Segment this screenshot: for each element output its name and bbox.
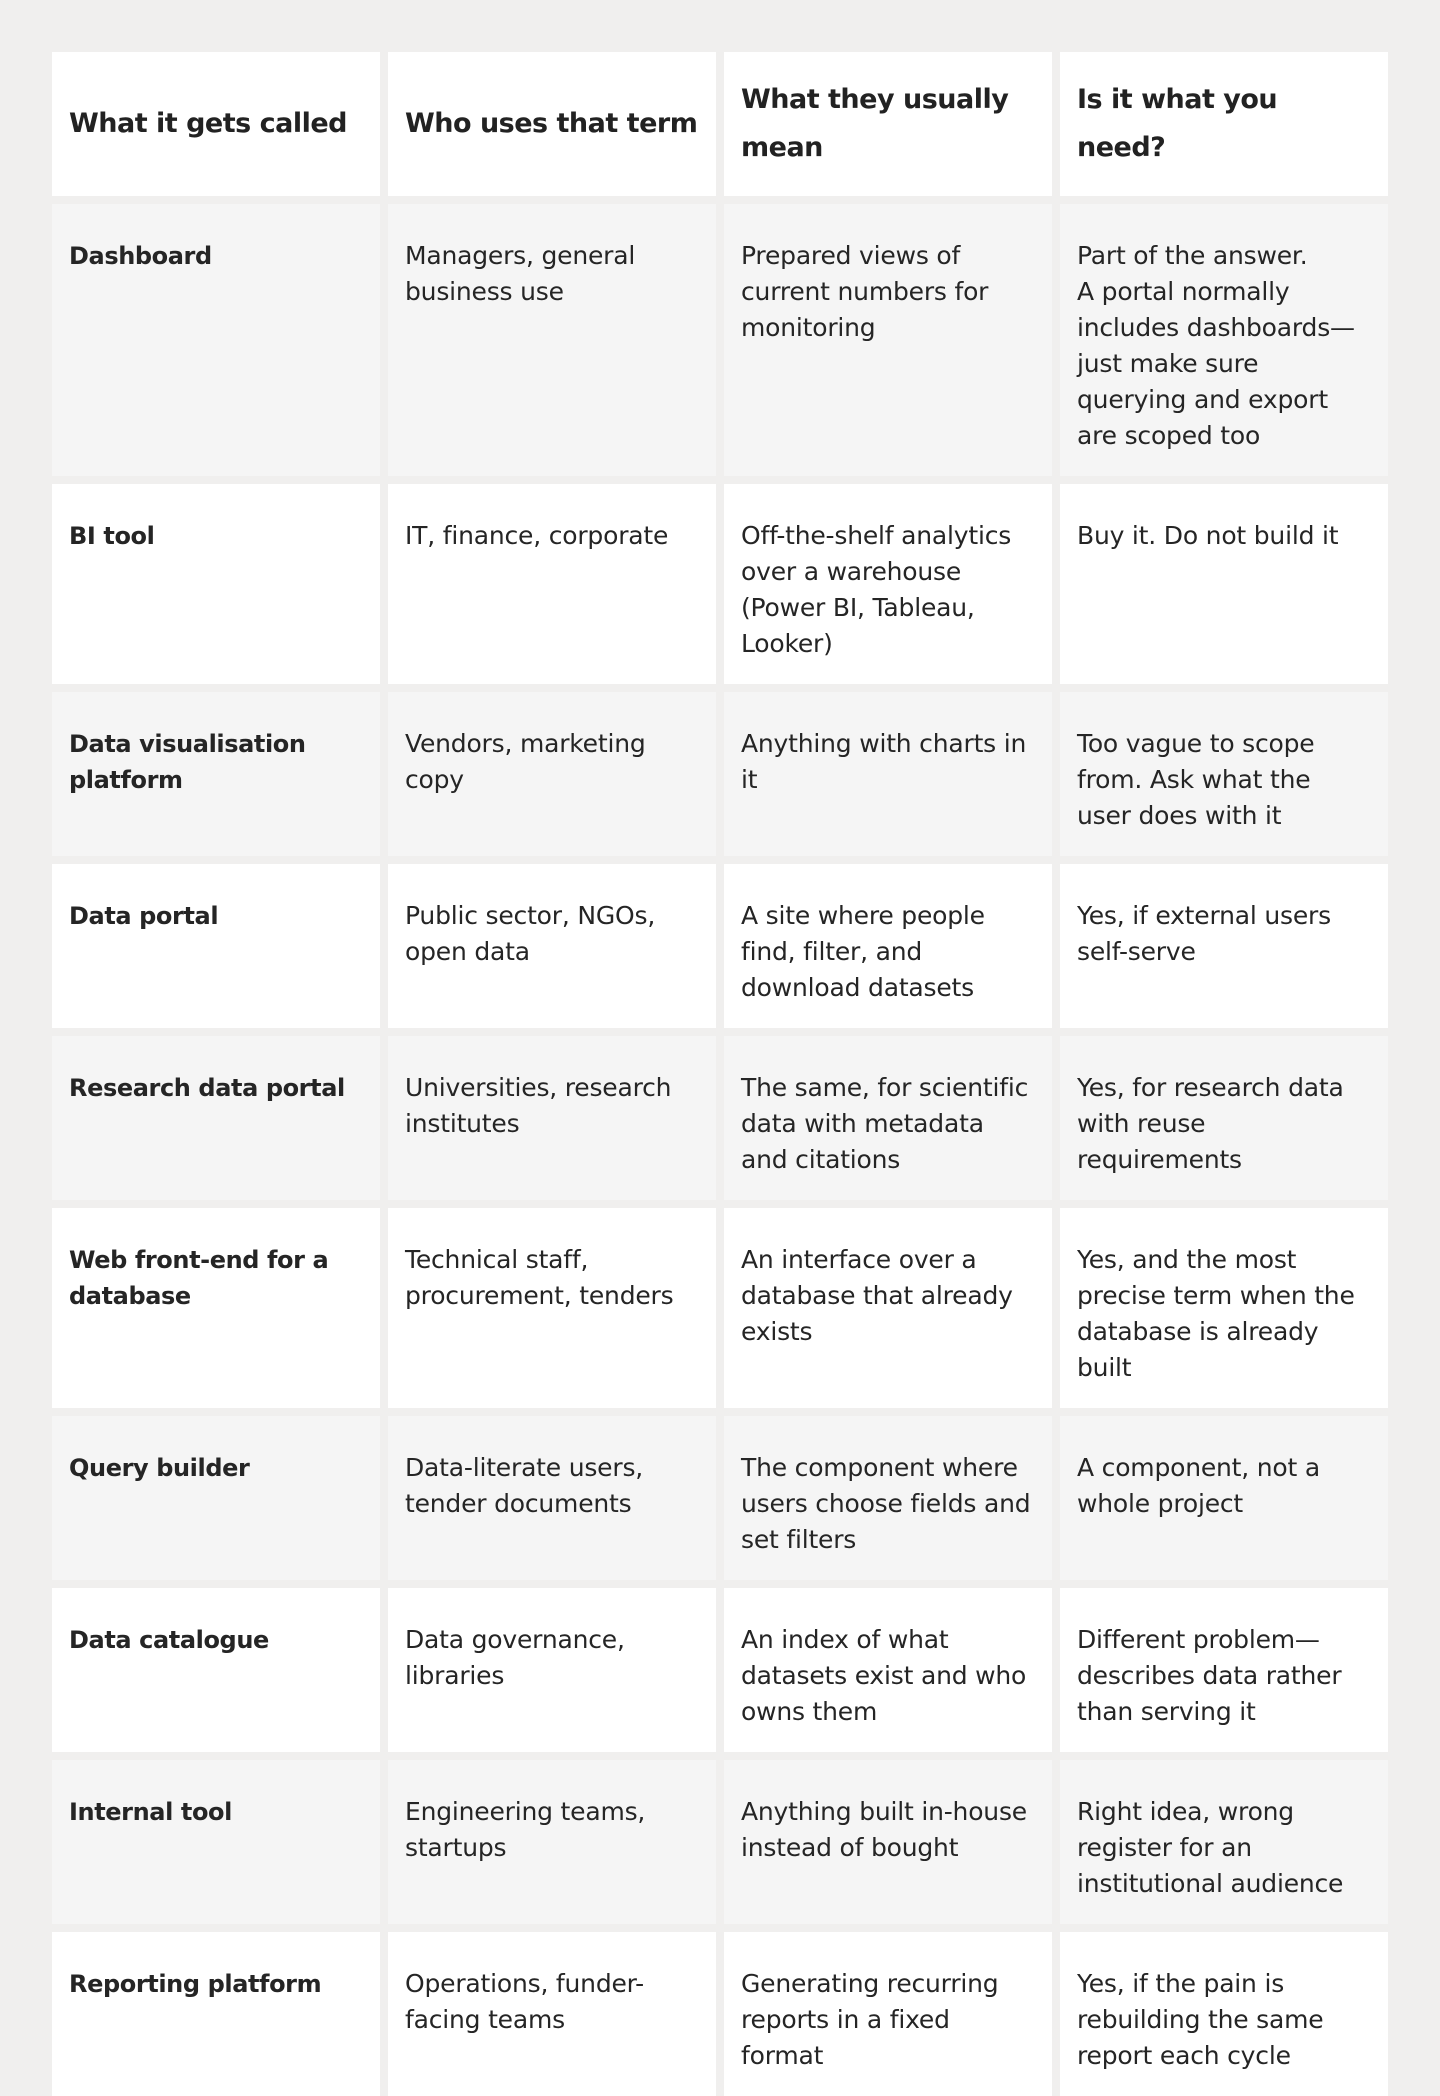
who-cell: IT, finance, corporate: [388, 484, 716, 684]
row-gap: [52, 856, 1388, 864]
row-gap: [52, 1580, 1388, 1588]
term-cell: Data catalogue: [52, 1588, 380, 1752]
who-cell: Operations, funder-facing teams: [388, 1932, 716, 2096]
need-cell: Yes, for research data with reuse requirements: [1060, 1036, 1388, 1200]
term-cell: BI tool: [52, 484, 380, 684]
meaning-cell: Generating recurring reports in a fixed format: [724, 1932, 1052, 2096]
terminology-table: [52, 52, 1388, 2096]
need-cell: A component, not a whole project: [1060, 1416, 1388, 1580]
header-what-it-gets-called: What it gets called: [52, 52, 380, 196]
need-cell: Buy it. Do not build it: [1060, 484, 1388, 684]
need-cell: Yes, if external users self-serve: [1060, 864, 1388, 1028]
header-who-uses-that-term: Who uses that term: [388, 52, 716, 196]
header-is-it-what-you-need: Is it what you need?: [1060, 52, 1388, 196]
need-cell: Yes, if the pain is rebuilding the same report each cycle: [1060, 1932, 1388, 2096]
meaning-cell: Anything built in-house instead of bought: [724, 1760, 1052, 1924]
meaning-cell: An interface over a database that already exists: [724, 1208, 1052, 1408]
who-cell: Engineering teams, startups: [388, 1760, 716, 1924]
meaning-cell: Anything with charts in it: [724, 692, 1052, 856]
row-gap: [52, 1924, 1388, 1932]
row-gap: [52, 196, 1388, 204]
term-cell: Research data portal: [52, 1036, 380, 1200]
meaning-cell: The same, for scientific data with metadata and citations: [724, 1036, 1052, 1200]
who-cell: Data-literate users, tender documents: [388, 1416, 716, 1580]
row-gap: [52, 476, 1388, 484]
term-cell: Query builder: [52, 1416, 380, 1580]
header-what-they-usually-mean: What they usually mean: [724, 52, 1052, 196]
term-cell: Dashboard: [52, 204, 380, 476]
need-cell: Too vague to scope from. Ask what the user does with it: [1060, 692, 1388, 856]
who-cell: Vendors, marketing copy: [388, 692, 716, 856]
who-cell: Data governance, libraries: [388, 1588, 716, 1752]
who-cell: Public sector, NGOs, open data: [388, 864, 716, 1028]
meaning-cell: Prepared views of current numbers for monitoring: [724, 204, 1052, 476]
meaning-cell: A site where people find, filter, and download datasets: [724, 864, 1052, 1028]
need-cell: Different problem—describes data rather than serving it: [1060, 1588, 1388, 1752]
term-cell: Data visualisation platform: [52, 692, 380, 856]
who-cell: Universities, research institutes: [388, 1036, 716, 1200]
need-cell: Yes, and the most precise term when the database is already built: [1060, 1208, 1388, 1408]
need-cell: Right idea, wrong register for an institutional audience: [1060, 1760, 1388, 1924]
term-cell: Web front-end for a database: [52, 1208, 380, 1408]
meaning-cell: An index of what datasets exist and who owns them: [724, 1588, 1052, 1752]
row-gap: [52, 684, 1388, 692]
term-cell: Data portal: [52, 864, 380, 1028]
row-gap: [52, 1408, 1388, 1416]
need-cell: Part of the answer. A portal normally includes dashboards—just make sure querying and export are scoped too: [1060, 204, 1388, 476]
who-cell: Technical staff, procurement, tenders: [388, 1208, 716, 1408]
table-grid: [52, 52, 1388, 2096]
who-cell: Managers, general business use: [388, 204, 716, 476]
meaning-cell: Off-the-shelf analytics over a warehouse (Power BI, Tableau, Looker): [724, 484, 1052, 684]
meaning-cell: The component where users choose fields and set filters: [724, 1416, 1052, 1580]
row-gap: [52, 1028, 1388, 1036]
row-gap: [52, 1200, 1388, 1208]
term-cell: Internal tool: [52, 1760, 380, 1924]
term-cell: Reporting platform: [52, 1932, 380, 2096]
row-gap: [52, 1752, 1388, 1760]
